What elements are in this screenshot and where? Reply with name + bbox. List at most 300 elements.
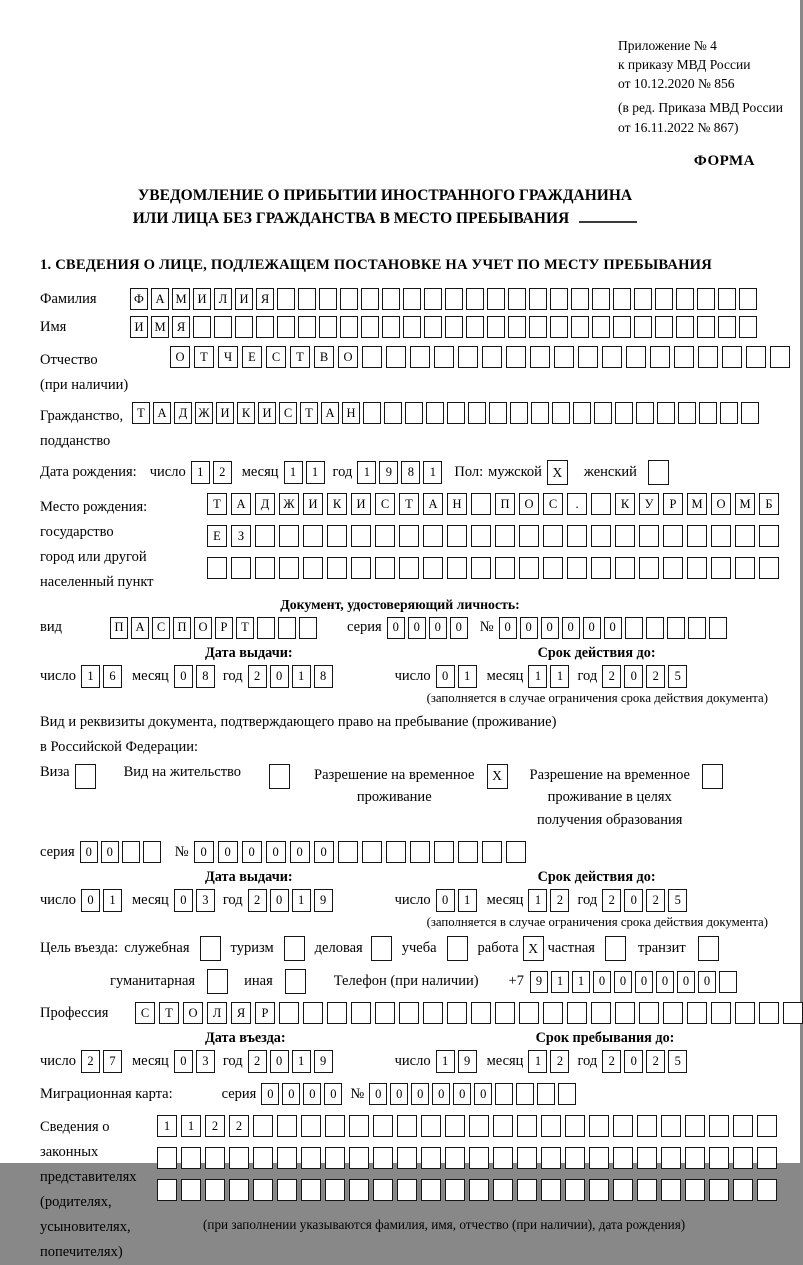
char-cell[interactable] <box>301 1147 321 1169</box>
char-cell[interactable]: 8 <box>196 665 215 688</box>
char-cell[interactable] <box>519 1002 539 1024</box>
char-cell[interactable]: 6 <box>103 665 122 688</box>
char-cell[interactable]: И <box>258 402 276 424</box>
residence-permit-checkbox[interactable] <box>269 764 290 789</box>
char-cell[interactable] <box>410 841 430 863</box>
char-cell[interactable]: 1 <box>181 1115 201 1137</box>
char-cell[interactable]: Ж <box>279 493 299 515</box>
char-cell[interactable] <box>363 402 381 424</box>
char-cell[interactable] <box>277 1115 297 1137</box>
char-cell[interactable]: 7 <box>103 1050 122 1073</box>
char-cell[interactable] <box>421 1115 441 1137</box>
char-cell[interactable]: 0 <box>635 971 653 993</box>
char-cell[interactable]: 2 <box>550 889 569 912</box>
char-cell[interactable] <box>382 316 400 338</box>
char-cell[interactable]: 0 <box>261 1083 279 1105</box>
char-cell[interactable] <box>424 316 442 338</box>
char-cell[interactable]: 0 <box>429 617 447 639</box>
char-cell[interactable]: 0 <box>436 889 455 912</box>
char-cell[interactable] <box>181 1147 201 1169</box>
char-cell[interactable] <box>733 1179 753 1201</box>
char-cell[interactable] <box>650 346 670 368</box>
char-cell[interactable] <box>661 1147 681 1169</box>
char-cell[interactable]: 1 <box>191 461 210 484</box>
char-cell[interactable]: 2 <box>602 665 621 688</box>
purpose-tourism-checkbox[interactable] <box>284 936 305 961</box>
char-cell[interactable] <box>625 617 643 639</box>
char-cell[interactable] <box>423 557 443 579</box>
char-cell[interactable]: Т <box>159 1002 179 1024</box>
char-cell[interactable] <box>229 1179 249 1201</box>
char-cell[interactable] <box>301 1115 321 1137</box>
char-cell[interactable]: 0 <box>520 617 538 639</box>
char-cell[interactable]: Р <box>255 1002 275 1024</box>
char-cell[interactable]: . <box>567 493 587 515</box>
char-cell[interactable]: 0 <box>218 841 238 863</box>
char-cell[interactable]: 0 <box>614 971 632 993</box>
char-cell[interactable]: К <box>615 493 635 515</box>
char-cell[interactable] <box>403 316 421 338</box>
char-cell[interactable] <box>410 346 430 368</box>
char-cell[interactable] <box>746 346 766 368</box>
char-cell[interactable] <box>375 1002 395 1024</box>
char-cell[interactable] <box>256 316 274 338</box>
char-cell[interactable]: Т <box>207 493 227 515</box>
char-cell[interactable]: К <box>237 402 255 424</box>
char-cell[interactable]: 0 <box>270 889 289 912</box>
char-cell[interactable] <box>349 1179 369 1201</box>
char-cell[interactable]: 0 <box>698 971 716 993</box>
char-cell[interactable] <box>558 1083 576 1105</box>
char-cell[interactable] <box>615 402 633 424</box>
purpose-business-checkbox[interactable] <box>371 936 392 961</box>
char-cell[interactable] <box>663 557 683 579</box>
char-cell[interactable] <box>277 1147 297 1169</box>
char-cell[interactable] <box>529 288 547 310</box>
char-cell[interactable]: 0 <box>390 1083 408 1105</box>
char-cell[interactable] <box>657 402 675 424</box>
char-cell[interactable] <box>471 1002 491 1024</box>
char-cell[interactable]: 1 <box>292 889 311 912</box>
char-cell[interactable] <box>709 1115 729 1137</box>
char-cell[interactable] <box>447 525 467 547</box>
char-cell[interactable]: А <box>321 402 339 424</box>
char-cell[interactable] <box>279 525 299 547</box>
char-cell[interactable] <box>646 617 664 639</box>
char-cell[interactable]: 0 <box>656 971 674 993</box>
char-cell[interactable] <box>403 288 421 310</box>
char-cell[interactable]: 0 <box>174 889 193 912</box>
char-cell[interactable] <box>157 1179 177 1201</box>
char-cell[interactable]: 0 <box>80 841 98 863</box>
char-cell[interactable] <box>516 1083 534 1105</box>
char-cell[interactable] <box>386 841 406 863</box>
char-cell[interactable]: 0 <box>174 1050 193 1073</box>
char-cell[interactable] <box>373 1147 393 1169</box>
char-cell[interactable] <box>687 525 707 547</box>
char-cell[interactable] <box>471 557 491 579</box>
char-cell[interactable]: 0 <box>290 841 310 863</box>
char-cell[interactable]: В <box>314 346 334 368</box>
char-cell[interactable]: 1 <box>292 665 311 688</box>
char-cell[interactable] <box>373 1115 393 1137</box>
char-cell[interactable] <box>423 525 443 547</box>
char-cell[interactable] <box>589 1147 609 1169</box>
char-cell[interactable]: 0 <box>624 1050 643 1073</box>
char-cell[interactable] <box>205 1147 225 1169</box>
char-cell[interactable]: 0 <box>474 1083 492 1105</box>
char-cell[interactable]: 2 <box>248 1050 267 1073</box>
char-cell[interactable]: 0 <box>453 1083 471 1105</box>
char-cell[interactable]: Н <box>342 402 360 424</box>
char-cell[interactable] <box>739 316 757 338</box>
char-cell[interactable]: 0 <box>562 617 580 639</box>
char-cell[interactable] <box>573 402 591 424</box>
char-cell[interactable]: Т <box>236 617 254 639</box>
char-cell[interactable] <box>639 525 659 547</box>
char-cell[interactable] <box>615 557 635 579</box>
char-cell[interactable]: О <box>183 1002 203 1024</box>
char-cell[interactable] <box>493 1179 513 1201</box>
char-cell[interactable]: Л <box>207 1002 227 1024</box>
char-cell[interactable] <box>519 525 539 547</box>
char-cell[interactable] <box>685 1179 705 1201</box>
purpose-official-checkbox[interactable] <box>200 936 221 961</box>
char-cell[interactable]: 2 <box>602 889 621 912</box>
char-cell[interactable] <box>508 288 526 310</box>
char-cell[interactable] <box>399 1002 419 1024</box>
char-cell[interactable]: Ч <box>218 346 238 368</box>
char-cell[interactable]: Т <box>194 346 214 368</box>
char-cell[interactable] <box>663 525 683 547</box>
char-cell[interactable]: 0 <box>387 617 405 639</box>
char-cell[interactable] <box>421 1147 441 1169</box>
char-cell[interactable] <box>445 1147 465 1169</box>
char-cell[interactable]: С <box>152 617 170 639</box>
char-cell[interactable] <box>327 1002 347 1024</box>
char-cell[interactable] <box>637 1147 657 1169</box>
char-cell[interactable]: 5 <box>668 1050 687 1073</box>
char-cell[interactable] <box>718 288 736 310</box>
char-cell[interactable]: 0 <box>541 617 559 639</box>
male-checkbox[interactable]: X <box>547 460 568 485</box>
purpose-private-checkbox[interactable] <box>605 936 626 961</box>
char-cell[interactable] <box>506 841 526 863</box>
char-cell[interactable] <box>639 1002 659 1024</box>
char-cell[interactable]: 1 <box>81 665 100 688</box>
char-cell[interactable] <box>613 1147 633 1169</box>
char-cell[interactable] <box>757 1179 777 1201</box>
char-cell[interactable]: 2 <box>229 1115 249 1137</box>
char-cell[interactable] <box>541 1179 561 1201</box>
char-cell[interactable] <box>279 1002 299 1024</box>
char-cell[interactable]: 2 <box>213 461 232 484</box>
char-cell[interactable] <box>687 557 707 579</box>
char-cell[interactable]: 9 <box>314 889 333 912</box>
char-cell[interactable] <box>565 1179 585 1201</box>
purpose-work-checkbox[interactable]: X <box>523 936 544 961</box>
char-cell[interactable] <box>530 346 550 368</box>
char-cell[interactable]: 0 <box>369 1083 387 1105</box>
char-cell[interactable] <box>325 1179 345 1201</box>
char-cell[interactable]: 0 <box>677 971 695 993</box>
char-cell[interactable] <box>676 288 694 310</box>
char-cell[interactable]: 0 <box>101 841 119 863</box>
char-cell[interactable] <box>578 346 598 368</box>
char-cell[interactable]: 1 <box>458 665 477 688</box>
purpose-study-checkbox[interactable] <box>447 936 468 961</box>
char-cell[interactable] <box>674 346 694 368</box>
char-cell[interactable]: К <box>327 493 347 515</box>
char-cell[interactable]: О <box>519 493 539 515</box>
char-cell[interactable]: И <box>235 288 253 310</box>
char-cell[interactable] <box>510 402 528 424</box>
char-cell[interactable]: 0 <box>81 889 100 912</box>
char-cell[interactable]: 2 <box>205 1115 225 1137</box>
char-cell[interactable] <box>445 288 463 310</box>
char-cell[interactable]: 0 <box>450 617 468 639</box>
char-cell[interactable] <box>495 1002 515 1024</box>
char-cell[interactable] <box>434 346 454 368</box>
char-cell[interactable]: Д <box>174 402 192 424</box>
char-cell[interactable] <box>698 346 718 368</box>
char-cell[interactable] <box>567 525 587 547</box>
char-cell[interactable] <box>626 346 646 368</box>
char-cell[interactable]: 1 <box>528 1050 547 1073</box>
char-cell[interactable] <box>327 557 347 579</box>
char-cell[interactable] <box>589 1115 609 1137</box>
char-cell[interactable]: 1 <box>157 1115 177 1137</box>
char-cell[interactable] <box>709 1179 729 1201</box>
char-cell[interactable] <box>214 316 232 338</box>
char-cell[interactable]: М <box>687 493 707 515</box>
char-cell[interactable]: Ф <box>130 288 148 310</box>
char-cell[interactable] <box>685 1147 705 1169</box>
char-cell[interactable]: С <box>543 493 563 515</box>
char-cell[interactable] <box>591 557 611 579</box>
temp-residence-edu-checkbox[interactable] <box>702 764 723 789</box>
char-cell[interactable] <box>399 557 419 579</box>
char-cell[interactable]: 1 <box>292 1050 311 1073</box>
char-cell[interactable] <box>405 402 423 424</box>
char-cell[interactable] <box>278 617 296 639</box>
char-cell[interactable] <box>637 1179 657 1201</box>
char-cell[interactable] <box>685 1115 705 1137</box>
char-cell[interactable] <box>181 1179 201 1201</box>
char-cell[interactable]: 2 <box>81 1050 100 1073</box>
char-cell[interactable]: О <box>338 346 358 368</box>
char-cell[interactable] <box>277 288 295 310</box>
char-cell[interactable]: 8 <box>401 461 420 484</box>
char-cell[interactable] <box>327 525 347 547</box>
char-cell[interactable] <box>759 557 779 579</box>
char-cell[interactable] <box>615 525 635 547</box>
char-cell[interactable]: З <box>231 525 251 547</box>
char-cell[interactable] <box>351 557 371 579</box>
char-cell[interactable] <box>517 1179 537 1201</box>
char-cell[interactable]: П <box>173 617 191 639</box>
char-cell[interactable]: 1 <box>528 665 547 688</box>
char-cell[interactable] <box>362 346 382 368</box>
char-cell[interactable] <box>469 1179 489 1201</box>
char-cell[interactable]: 0 <box>624 889 643 912</box>
char-cell[interactable] <box>722 346 742 368</box>
char-cell[interactable]: А <box>131 617 149 639</box>
char-cell[interactable]: 0 <box>499 617 517 639</box>
char-cell[interactable] <box>421 1179 441 1201</box>
char-cell[interactable] <box>445 1179 465 1201</box>
char-cell[interactable]: А <box>423 493 443 515</box>
char-cell[interactable]: Р <box>663 493 683 515</box>
char-cell[interactable] <box>688 617 706 639</box>
char-cell[interactable] <box>362 841 382 863</box>
char-cell[interactable]: А <box>231 493 251 515</box>
char-cell[interactable] <box>375 557 395 579</box>
char-cell[interactable] <box>591 525 611 547</box>
char-cell[interactable] <box>517 1147 537 1169</box>
char-cell[interactable] <box>122 841 140 863</box>
char-cell[interactable]: Н <box>447 493 467 515</box>
char-cell[interactable]: Д <box>255 493 275 515</box>
char-cell[interactable] <box>277 316 295 338</box>
char-cell[interactable] <box>424 288 442 310</box>
char-cell[interactable] <box>157 1147 177 1169</box>
char-cell[interactable] <box>550 316 568 338</box>
char-cell[interactable] <box>757 1147 777 1169</box>
char-cell[interactable] <box>423 1002 443 1024</box>
char-cell[interactable] <box>720 402 738 424</box>
char-cell[interactable]: 0 <box>314 841 334 863</box>
char-cell[interactable] <box>375 525 395 547</box>
temp-residence-checkbox[interactable]: X <box>487 764 508 789</box>
char-cell[interactable] <box>508 316 526 338</box>
char-cell[interactable] <box>613 1179 633 1201</box>
char-cell[interactable] <box>591 1002 611 1024</box>
char-cell[interactable] <box>277 1179 297 1201</box>
char-cell[interactable]: А <box>153 402 171 424</box>
char-cell[interactable]: 0 <box>174 665 193 688</box>
char-cell[interactable] <box>399 525 419 547</box>
char-cell[interactable]: И <box>130 316 148 338</box>
char-cell[interactable]: Я <box>256 288 274 310</box>
char-cell[interactable] <box>325 1115 345 1137</box>
char-cell[interactable] <box>445 1115 465 1137</box>
char-cell[interactable] <box>482 841 502 863</box>
char-cell[interactable]: 0 <box>604 617 622 639</box>
char-cell[interactable] <box>711 525 731 547</box>
char-cell[interactable]: С <box>279 402 297 424</box>
char-cell[interactable] <box>205 1179 225 1201</box>
char-cell[interactable] <box>469 1147 489 1169</box>
char-cell[interactable]: 0 <box>583 617 601 639</box>
char-cell[interactable] <box>634 316 652 338</box>
char-cell[interactable]: Ж <box>195 402 213 424</box>
char-cell[interactable] <box>517 1115 537 1137</box>
char-cell[interactable] <box>639 557 659 579</box>
char-cell[interactable] <box>468 402 486 424</box>
char-cell[interactable]: Т <box>300 402 318 424</box>
char-cell[interactable]: 3 <box>196 889 215 912</box>
char-cell[interactable] <box>495 1083 513 1105</box>
char-cell[interactable] <box>299 617 317 639</box>
char-cell[interactable]: 2 <box>646 665 665 688</box>
char-cell[interactable]: 1 <box>551 971 569 993</box>
char-cell[interactable] <box>759 1002 779 1024</box>
char-cell[interactable]: 2 <box>646 1050 665 1073</box>
char-cell[interactable]: 8 <box>314 665 333 688</box>
char-cell[interactable] <box>543 1002 563 1024</box>
char-cell[interactable] <box>466 288 484 310</box>
char-cell[interactable]: 0 <box>593 971 611 993</box>
char-cell[interactable] <box>447 402 465 424</box>
char-cell[interactable] <box>733 1147 753 1169</box>
char-cell[interactable] <box>397 1115 417 1137</box>
char-cell[interactable] <box>235 316 253 338</box>
char-cell[interactable] <box>229 1147 249 1169</box>
char-cell[interactable] <box>565 1115 585 1137</box>
char-cell[interactable] <box>699 402 717 424</box>
char-cell[interactable]: М <box>151 316 169 338</box>
char-cell[interactable] <box>466 316 484 338</box>
char-cell[interactable] <box>592 316 610 338</box>
char-cell[interactable]: 0 <box>270 1050 289 1073</box>
char-cell[interactable] <box>661 1179 681 1201</box>
char-cell[interactable] <box>567 1002 587 1024</box>
char-cell[interactable] <box>255 525 275 547</box>
char-cell[interactable] <box>506 346 526 368</box>
char-cell[interactable]: Е <box>207 525 227 547</box>
purpose-other-checkbox[interactable] <box>285 969 306 994</box>
char-cell[interactable] <box>487 288 505 310</box>
char-cell[interactable]: 1 <box>103 889 122 912</box>
char-cell[interactable] <box>613 1115 633 1137</box>
char-cell[interactable]: О <box>170 346 190 368</box>
char-cell[interactable] <box>602 346 622 368</box>
char-cell[interactable]: Я <box>172 316 190 338</box>
char-cell[interactable] <box>589 1179 609 1201</box>
char-cell[interactable] <box>386 346 406 368</box>
char-cell[interactable] <box>458 346 478 368</box>
char-cell[interactable]: 0 <box>411 1083 429 1105</box>
char-cell[interactable] <box>325 1147 345 1169</box>
char-cell[interactable] <box>550 288 568 310</box>
visa-checkbox[interactable] <box>75 764 96 789</box>
char-cell[interactable]: И <box>303 493 323 515</box>
char-cell[interactable] <box>531 402 549 424</box>
char-cell[interactable] <box>319 316 337 338</box>
purpose-humanitarian-checkbox[interactable] <box>207 969 228 994</box>
char-cell[interactable] <box>655 288 673 310</box>
char-cell[interactable]: 0 <box>270 665 289 688</box>
char-cell[interactable] <box>634 288 652 310</box>
char-cell[interactable] <box>469 1115 489 1137</box>
char-cell[interactable] <box>615 1002 635 1024</box>
char-cell[interactable] <box>735 1002 755 1024</box>
char-cell[interactable] <box>543 525 563 547</box>
char-cell[interactable] <box>663 1002 683 1024</box>
char-cell[interactable]: 2 <box>248 889 267 912</box>
char-cell[interactable]: 9 <box>379 461 398 484</box>
char-cell[interactable] <box>445 316 463 338</box>
char-cell[interactable]: С <box>375 493 395 515</box>
purpose-transit-checkbox[interactable] <box>698 936 719 961</box>
char-cell[interactable] <box>340 288 358 310</box>
char-cell[interactable] <box>594 402 612 424</box>
char-cell[interactable] <box>709 1147 729 1169</box>
char-cell[interactable] <box>303 557 323 579</box>
char-cell[interactable] <box>741 402 759 424</box>
char-cell[interactable] <box>543 557 563 579</box>
